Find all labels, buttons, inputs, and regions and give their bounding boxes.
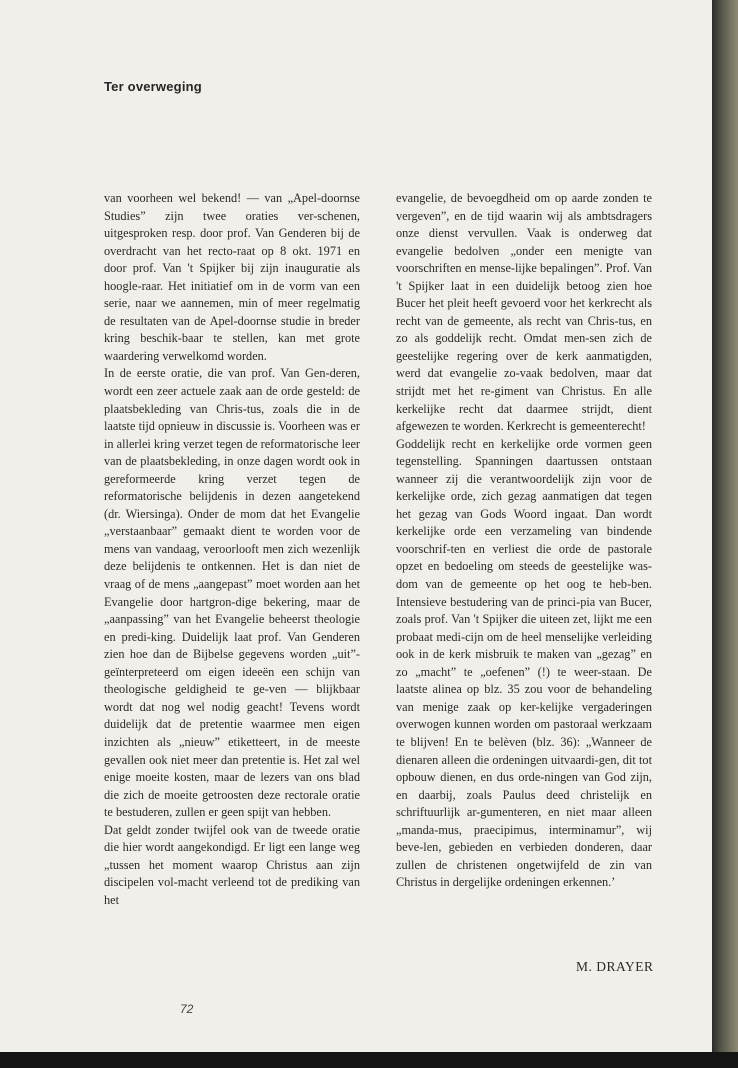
scan-edge-bottom — [0, 1052, 738, 1068]
author-signature: M. DRAYER — [576, 959, 654, 974]
paragraph: van voorheen wel bekend! — van „Apel-doornse Studies” zijn twee oraties ver-schenen, uitgesproken resp. door prof. Van Genderen bij de overdracht van het recto-raat op 8 okt. 1971 en door prof. Van 't Spijker bij zijn inauguratie als hoogle-raar. Het initiatief om in de vorm van een serie, naar we aannemen, min of meer regelmatig de resultaten van de Apel-doornse studie in breder kring beschik-baar te stellen, kan met grote waardering verwelkomd worden. — [104, 191, 360, 363]
scan-edge-right — [712, 0, 738, 1068]
paragraph: Goddelijk recht en kerkelijke orde vormen geen tegenstelling. Spanningen daartussen ontstaan wanneer zij die verantwoordelijk zijn voor de kerkelijke orde, zich gezag aanmatigen dat tegen het gezag van Gods Woord ingaat. Dan wordt kerkelijke orde een verzameling van bindende voorschrif-ten en verliest die orde de pastorale opzet en bedoeling om steeds de geestelijke was-dom van de gemeente op het oog te heb-ben. Intensieve bestudering van de princi-pia van Bucer, zoals prof. Van 't Spijker die uiteen zet, lijkt me een probaat medi-cijn om de heel menselijke verleiding ook in de kerk misbruik te maken van „gezag” en zo „macht” te „oefenen” (!) te weer-staan. De laatste alinea op blz. 35 zou voor de behandeling van menige zaak op ker-kelijke vergaderingen overwogen kunnen worden om pastoraal werkzaam te blijven! En te belèven (blz. 36): „Wanneer de dienaren alleen die ordeningen uitvaardi-gen, dit tot opbouw dienen, en dus orde-ningen van God zijn, en daarbij, zoals Paulus deed christelijk en schriftuurlijk ar-gumenteren, en niet maar alleen „manda-mus, praecipimus, interminamur”, wij beve-len, gebieden en verbieden donderen, daar zullen de christenen ongetwijfeld de zin van Christus in dergelijke ordeningen erkennen.’ — [396, 436, 652, 890]
page-number: 72 — [180, 1002, 194, 1016]
section-title: Ter overweging — [104, 79, 202, 94]
article-column-left — [104, 190, 360, 909]
article-column-right — [396, 190, 652, 892]
paragraph: evangelie, de bevoegdheid om op aarde zonden te vergeven”, en de tijd waarin wij als ambtsdragers onze dienst vervullen. Vaak is onderweg dat evangelie bedolven „onder een menigte van voorschriften en mense-lijke bepalingen”. Prof. Van 't Spijker laat in een duidelijk betoog zien hoe Bucer het pleit heeft gevoerd voor het kerkrecht als recht van de gemeente, als recht van Chris-tus, en zo als goddelijk recht. Omdat men-sen zich de geestelijke regering over de kerk aanmatigden, werd dat evangelie zo-vaak bedolven, maar dat strijdt met het re-giment van Christus. En alle kerkelijke recht dat daarmee strijdt, dient afgewezen te worden. Kerkrecht is gemeenterecht! — [396, 191, 652, 434]
paragraph: Dat geldt zonder twijfel ook van de tweede oratie die hier wordt aangekondigd. Er ligt een lange weg „tussen het moment waarop Christus aan zijn discipelen vol-macht verleend tot de prediking van het — [104, 822, 360, 907]
paragraph: In de eerste oratie, die van prof. Van Gen-deren, wordt een zeer actuele zaak aan de orde gesteld: de plaatsbekleding van Chris-tus, zoals die in de laatste tijd opnieuw in discussie is. Voorheen was er in allerlei kring verzet tegen de reformatorische leer van de plaatsbekleding, in onze dagen wordt ook in gereformeerde kring verzet tegen de reformatorische belijdenis in dezen aangetekend (dr. Wiersinga). Onder de mom dat het Evangelie „verstaanbaar” gemaakt dient te worden voor de mens van vandaag, veroorlooft men zich wezenlijk deze belijdenis te ontkennen. Het is dan niet de vraag of de mens „aangepast” moet worden aan het Evangelie door hartgron-dige bekering, maar de „aanpassing” van het Evangelie beheerst theologie en predi-king. Duidelijk laat prof. Van Genderen zien hoe dan de Bijbelse gegevens worden „uit”-geïnterpreteerd om eigen ideeën een schijn van theologische geldigheid te ge-ven — blijkbaar wordt dat nog wel nodig geacht! Tevens wordt duidelijk dat de pretentie waarmee men eigen inzichten als „nieuw” etiketteert, in de meeste gevallen ook niet meer dan pretentie is. Het zal wel enige moeite kosten, maar de lezers van ons blad die zich de moeite getroosten deze rectorale oratie te bestuderen, zullen er geen spijt van hebben. — [104, 366, 360, 820]
